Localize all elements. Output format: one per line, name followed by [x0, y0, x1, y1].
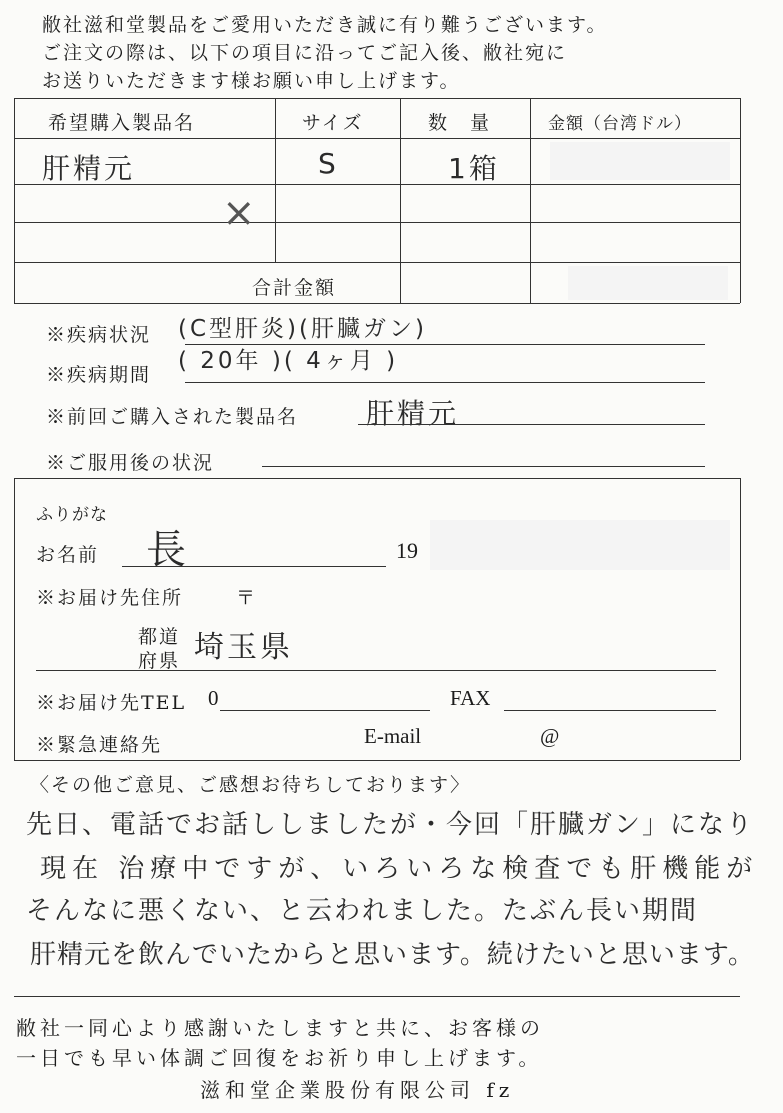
previous-product-label: ※前回ご購入された製品名	[46, 406, 299, 428]
after-use-label: ※ご服用後の状況	[46, 452, 215, 474]
total-label: 合計金額	[252, 277, 337, 299]
name-label: お名前	[36, 544, 100, 566]
name-value: 長	[146, 527, 189, 573]
address-label: ※お届け先住所	[36, 587, 184, 609]
comment-line-2: 現在 治療中ですが、いろいろな検査でも肝機能が	[40, 854, 759, 884]
header-product: 希望購入製品名	[48, 112, 196, 134]
emergency-label: ※緊急連絡先	[36, 734, 163, 756]
previous-product-value: 肝精元	[366, 397, 460, 430]
condition-label: ※疾病状況	[46, 324, 152, 346]
header-amount: 金額（台湾ドル）	[548, 114, 692, 134]
prefecture-label-2: 府県	[138, 650, 181, 672]
header-quantity: 数 量	[428, 112, 492, 134]
prefecture-label-1: 都道	[138, 626, 181, 648]
postal-mark: 〒	[236, 587, 258, 609]
closing-line-2: 一日でも早い体調ご回復をお祈り申し上げます。	[16, 1046, 543, 1070]
comment-line-4: 肝精元を飲んでいたからと思います。続けたいと思います。	[30, 940, 755, 970]
empty-rows-mark: ×	[222, 190, 259, 236]
row1-size: S	[318, 147, 339, 180]
prefecture-value: 埼玉県	[194, 630, 293, 665]
comment-line-3: そんなに悪くない、と云われました。たぶん長い期間	[26, 896, 699, 926]
closing-line-1: 敝社一同心より感謝いたしますと共に、お客様の	[16, 1016, 544, 1040]
row1-quantity: 1箱	[448, 152, 500, 185]
redacted-birthdate	[430, 520, 730, 570]
intro-line-2: ご注文の際は、以下の項目に沿ってご記入後、敝社宛に	[42, 42, 568, 64]
period-label: ※疾病期間	[46, 364, 152, 386]
intro-line-1: 敝社滋和堂製品をご愛用いただき誠に有り難うございます。	[42, 14, 608, 36]
year-prefix: 19	[396, 538, 418, 563]
comments-heading: 〈その他ご意見、ご感想お待ちしております〉	[30, 774, 472, 796]
furigana-label: ふりがな	[36, 505, 108, 525]
row1-product: 肝精元	[42, 152, 136, 185]
company-name: 滋和堂企業股份有限公司 fz	[200, 1078, 515, 1102]
tel-label: ※お届け先TEL	[36, 692, 187, 714]
header-size: サイズ	[302, 112, 364, 134]
email-label: E-mail	[364, 724, 422, 748]
intro-line-3: お送りいただきます様お願い申し上げます。	[42, 70, 461, 92]
tel-value: 0	[208, 686, 219, 710]
condition-value: (C型肝炎)(肝臓ガン)	[178, 316, 427, 342]
at-mark: @	[540, 724, 560, 748]
redacted-total	[568, 266, 728, 300]
comment-line-1: 先日、電話でお話ししましたが・今回「肝臓ガン」になり	[26, 810, 755, 840]
redacted-amount	[550, 142, 730, 180]
period-value: ( 20年 )( 4ヶ月 )	[178, 348, 399, 374]
fax-label: FAX	[450, 686, 491, 710]
